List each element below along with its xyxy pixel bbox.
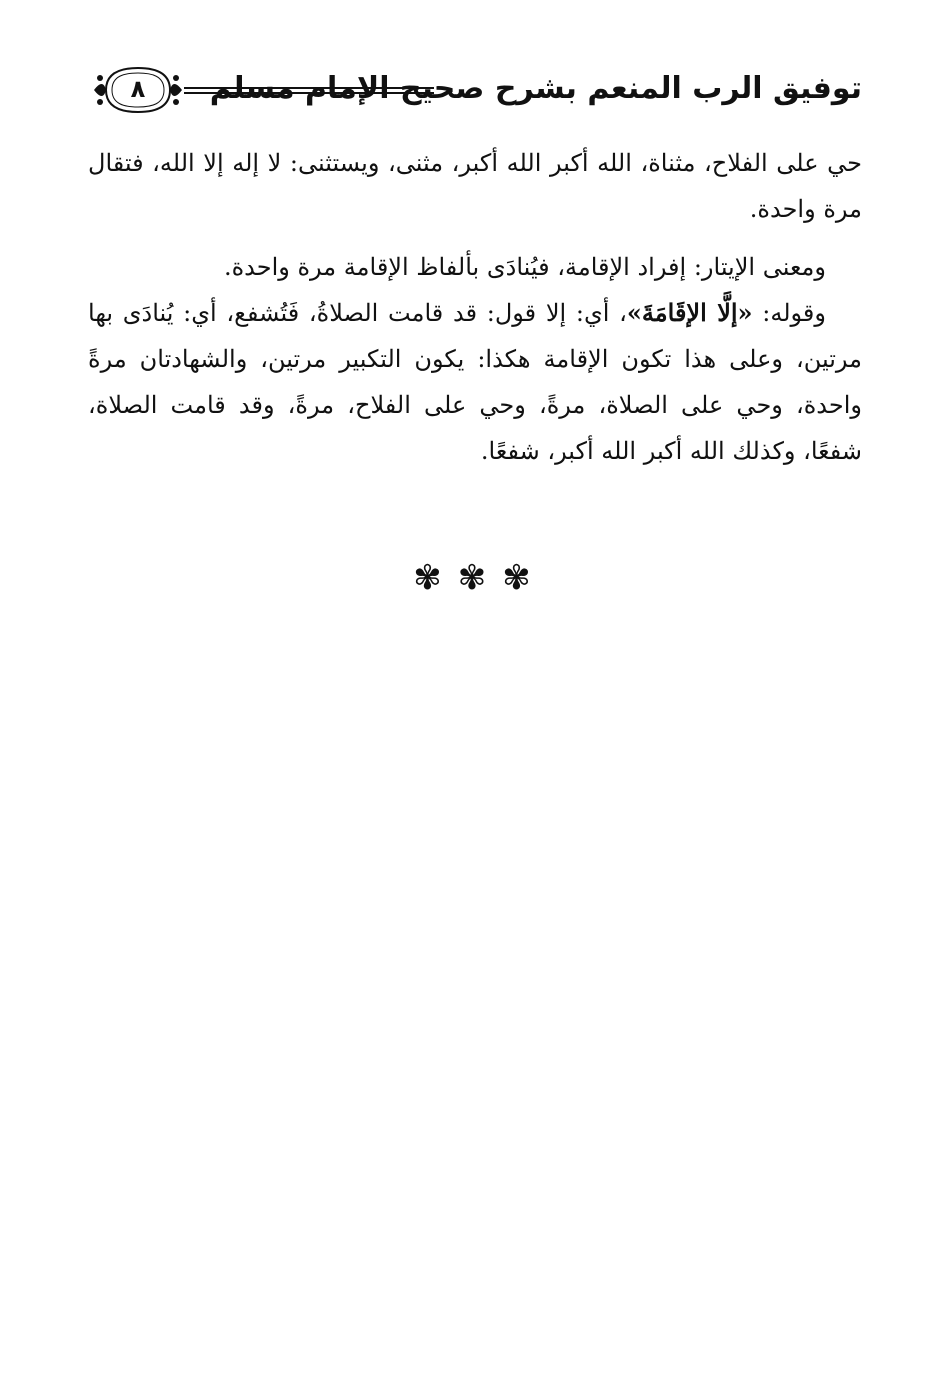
section-end-ornament (0, 558, 952, 598)
page-number-badge (92, 62, 184, 118)
page-header (92, 62, 862, 122)
page-body (88, 140, 862, 474)
flower-ornament-icon: ✾ (502, 558, 539, 598)
page-number: ٨ (130, 75, 146, 103)
paragraph-lead: وقوله: (752, 299, 826, 327)
paragraph-continued: حي على الفلاح، مثناة، الله أكبر الله أكبر، مثنى، ويستثنى: لا إله إلا الله، فتقال مرة واحدة. (88, 149, 862, 223)
running-book-title: توفيق الرب المنعم بشرح صحيح الإمام مسلم (209, 71, 862, 106)
paragraph-iytar-meaning: ومعنى الإيتار: إفراد الإقامة، فيُنادَى بألفاظ الإقامة مرة واحدة. (223, 253, 826, 281)
paragraph-iqama-explanation (88, 290, 862, 474)
hadith-quote: «إلَّا الإقَامَةَ» (626, 298, 753, 327)
flower-ornament-icon: ✾ (457, 558, 495, 598)
flower-ornament-icon: ✾ (413, 558, 450, 598)
paragraph-text: ، أي: إلا قول: قد قامت الصلاةُ، فَتُشفع، أي: يُنادَى بها مرتين، وعلى هذا تكون الإقامة هكذا: يكون التكبير مرتين، والشهادتان مرةً واحدة، وحي على الصلاة، مرةً، وحي على الفلاح، مرةً، وقد قامت الصلاة، شفعًا، وكذلك الله أكبر الله أكبر، شفعًا. (88, 299, 863, 465)
